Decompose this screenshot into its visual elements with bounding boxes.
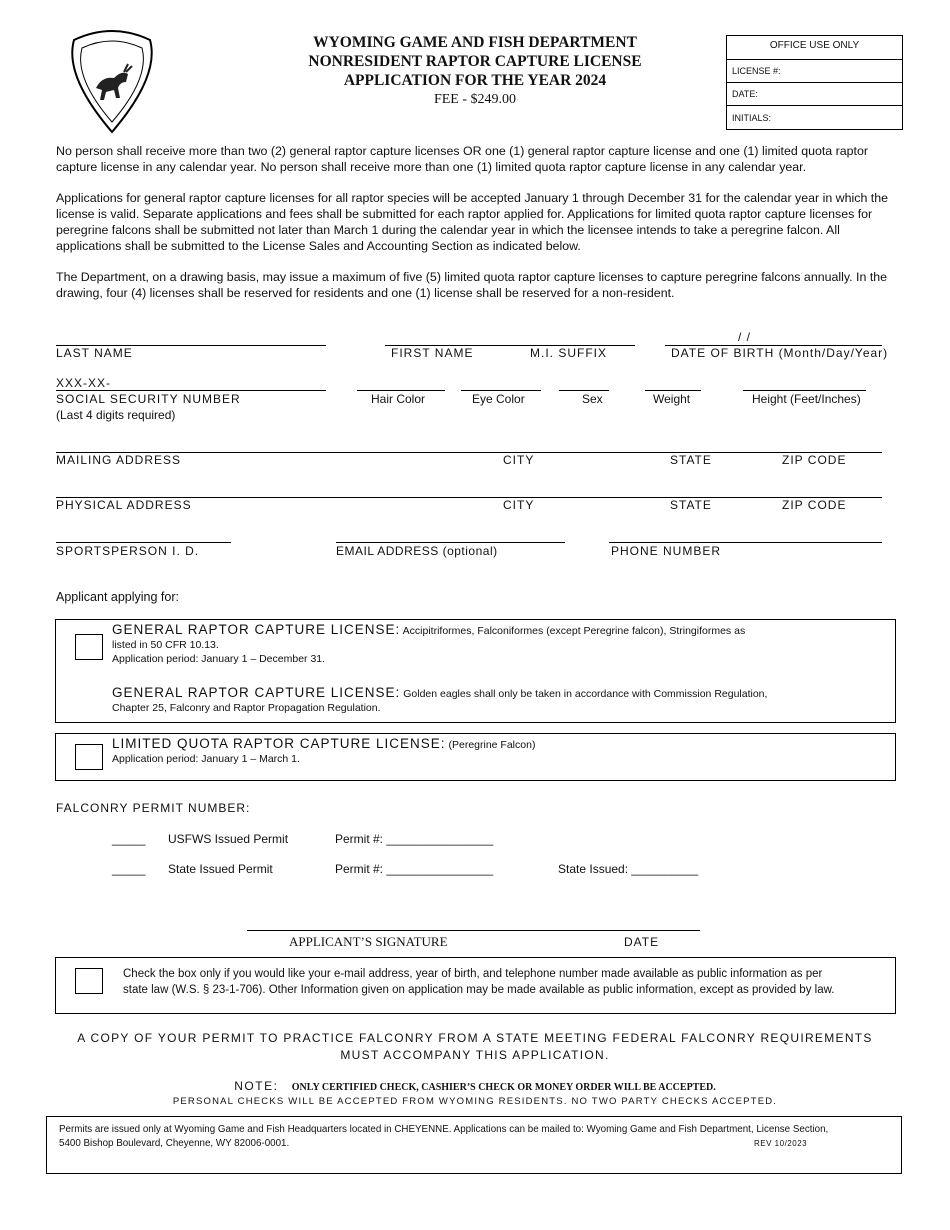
public-info-checkbox[interactable] [75,968,103,994]
department-logo [62,26,162,136]
office-license-field[interactable]: LICENSE #: [727,59,902,82]
general-license-heading: GENERAL RAPTOR CAPTURE LICENSE: [112,622,401,637]
general-license-species: Accipitriformes, Falconiformes (except Peregrine falcon), Stringiformes as [402,625,746,637]
mailing-city-label: CITY [503,453,535,467]
general-license-box [55,619,896,723]
hair-color-label: Hair Color [371,392,426,406]
golden-eagle-heading: GENERAL RAPTOR CAPTURE LICENSE: [112,685,401,700]
first-name-label: FIRST NAME [391,346,474,360]
footer-text-2: 5400 Bishop Boulevard, Cheyenne, WY 82006-0001. [59,1138,290,1149]
intro-paragraph-2: Applications for general raptor capture licenses for all raptor species will be accepted January 1 through December 31 for the calendar year in which the license is valid. Separate applications and fees shall be submitted for each raptor applied for. Applications for limited quota raptor capture licenses for peregrine falcons shall be submitted not later than March 1 during the calendar year in which the licensee intends to take a peregrine falcon. All applications shall be submitted to the License Sales and Accounting Section as indicated below. [56,191,888,253]
office-date-field[interactable]: DATE: [727,82,902,105]
revision-date: REV 10/2023 [754,1139,808,1148]
state-permit-number[interactable]: Permit #: ________________ [335,862,494,876]
general-license-checkbox[interactable] [75,634,103,660]
ssn-label: SOCIAL SECURITY NUMBER [56,392,241,406]
usfws-permit-number[interactable]: Permit #: ________________ [335,832,494,846]
signature-date-label: DATE [624,935,660,949]
physical-zip-label: ZIP CODE [782,498,847,512]
public-info-box [55,957,896,1014]
signature-field[interactable] [247,930,700,931]
public-info-text-2: state law (W.S. § 23-1-706). Other Information given on application may be made available as public information, except as provided by law. [123,984,835,996]
ssn-note: (Last 4 digits required) [56,408,176,422]
falconry-permit-title: FALCONRY PERMIT NUMBER: [56,801,251,815]
public-info-text-1: Check the box only if you would like your e-mail address, year of birth, and telephone number made available as public information as per [123,968,823,980]
state-blank[interactable]: _____ [112,862,146,876]
ssn-field[interactable] [56,390,326,391]
physical-state-label: STATE [670,498,712,512]
ssn-prefix: XXX-XX- [56,376,112,390]
weight-label: Weight [653,392,691,406]
limited-license-checkbox[interactable] [75,744,103,770]
sportsperson-id-label: SPORTSPERSON I. D. [56,544,200,558]
usfws-permit-label: USFWS Issued Permit [168,832,289,846]
hair-color-field[interactable] [357,390,445,391]
dob-slashes: / / [738,330,752,344]
sex-label: Sex [582,392,603,406]
mi-suffix-label: M.I. SUFFIX [530,346,607,360]
falconry-notice-1: A COPY OF YOUR PERMIT TO PRACTICE FALCONRY FROM A STATE MEETING FEDERAL FALCONRY REQUIREMENTS [77,1031,873,1045]
usfws-blank[interactable]: _____ [112,832,146,846]
note-label: NOTE: [234,1079,279,1093]
form-title: NONRESIDENT RAPTOR CAPTURE LICENSE [308,53,642,70]
office-use-title: OFFICE USE ONLY [769,40,860,51]
general-license-cfr: listed in 50 CFR 10.13. [112,639,219,651]
office-use-box [726,35,903,130]
sex-field[interactable] [559,390,609,391]
phone-label: PHONE NUMBER [611,544,722,558]
general-license-period: Application period: January 1 – December 31. [112,653,326,665]
department-name: WYOMING GAME AND FISH DEPARTMENT [313,34,637,51]
physical-city-label: CITY [503,498,535,512]
weight-field[interactable] [645,390,701,391]
mailing-state-label: STATE [670,453,712,467]
mailing-address-label: MAILING ADDRESS [56,453,182,467]
intro-paragraph-3: The Department, on a drawing basis, may issue a maximum of five (5) limited quota raptor capture licenses to capture peregrine falcons annually. In the drawing, four (4) licenses shall be reserved for residents and one (1) license shall be reserved for a non-resident. [56,270,888,300]
state-issued-field[interactable]: State Issued: __________ [558,862,699,876]
sportsperson-id-field[interactable] [56,542,231,543]
height-label: Height (Feet/Inches) [752,392,861,406]
height-field[interactable] [743,390,866,391]
note-payment-text: ONLY CERTIFIED CHECK, CASHIER’S CHECK OR MONEY ORDER WILL BE ACCEPTED. [291,1082,716,1093]
last-name-label: LAST NAME [56,346,133,360]
phone-field[interactable] [609,542,882,543]
intro-paragraph-1: No person shall receive more than two (2) general raptor capture licenses OR one (1) general raptor capture license and one (1) limited quota raptor capture license in any calendar year. No person shall receive more than one (1) limited quota raptor capture license in any calendar year. [56,144,869,174]
state-permit-label: State Issued Permit [168,862,273,876]
eye-color-field[interactable] [461,390,541,391]
golden-eagle-text: Golden eagles shall only be taken in accordance with Commission Regulation, [403,688,768,700]
mailing-zip-label: ZIP CODE [782,453,847,467]
email-label: EMAIL ADDRESS (optional) [336,544,498,558]
falconry-notice-2: MUST ACCOMPANY THIS APPLICATION. [340,1048,610,1062]
form-year: APPLICATION FOR THE YEAR 2024 [343,72,607,89]
footer-box [46,1116,902,1174]
limited-license-period: Application period: January 1 – March 1. [112,753,300,765]
form-fee: FEE - $249.00 [433,92,517,107]
golden-eagle-regulation: Chapter 25, Falconry and Raptor Propagation Regulation. [112,702,381,714]
footer-text-1: Permits are issued only at Wyoming Game and Fish Headquarters located in CHEYENNE. Applications can be mailed to: Wyoming Game and Fish Department, License Section, [59,1124,829,1135]
note-personal-checks: PERSONAL CHECKS WILL BE ACCEPTED FROM WYOMING RESIDENTS. NO TWO PARTY CHECKS ACCEPTED. [172,1096,778,1107]
signature-label: APPLICANT’S SIGNATURE [289,934,448,949]
limited-license-heading: LIMITED QUOTA RAPTOR CAPTURE LICENSE: [112,736,446,751]
eye-color-label: Eye Color [472,392,525,406]
email-field[interactable] [336,542,565,543]
limited-license-box [55,733,896,781]
physical-address-label: PHYSICAL ADDRESS [56,498,192,512]
limited-license-species: (Peregrine Falcon) [448,739,536,751]
applying-for-label: Applicant applying for: [56,590,179,604]
office-initials-field[interactable]: INITIALS: [727,105,902,129]
dob-label: DATE OF BIRTH (Month/Day/Year) [671,346,889,360]
